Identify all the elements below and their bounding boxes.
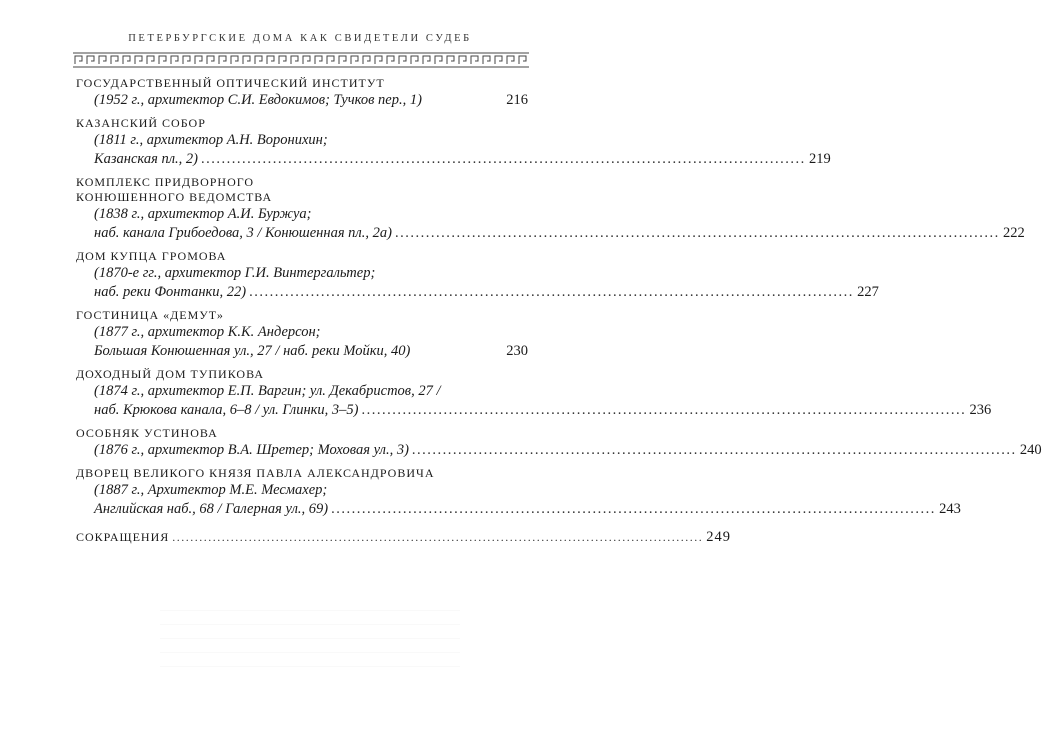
entry-details: Казанская пл., 2) — [94, 151, 198, 167]
entry-line — [76, 401, 992, 420]
dot-leader: ...................................................................................................................... — [411, 442, 1017, 458]
entry-line — [76, 500, 961, 519]
entry-line — [76, 283, 879, 302]
page-number: 227 — [857, 284, 879, 300]
table-of-contents — [76, 76, 1042, 545]
dot-leader: ...................................................................................................................... — [249, 284, 854, 300]
entry-details: (1887 г., Архитектор М.Е. Месмахер; — [94, 482, 328, 498]
toc-entry-abbreviations — [76, 529, 731, 545]
entry-details: наб. канала Грибоедова, 3 / Конюшенная пл., 2а) — [94, 225, 392, 241]
entry-details: (1838 г., архитектор А.И. Буржуа; — [94, 206, 312, 222]
entry-details: (1877 г., архитектор К.К. Андерсон; — [94, 324, 321, 340]
entry-details: (1876 г., архитектор В.А. Шретер; Моховая ул., 3) — [94, 442, 409, 458]
entry-details: Английская наб., 68 / Галерная ул., 69) — [94, 501, 329, 517]
entry-line — [76, 91, 528, 110]
entry-title: КОМПЛЕКС ПРИДВОРНОГО — [76, 175, 255, 189]
page-number: 249 — [706, 529, 731, 545]
page-number: 236 — [969, 402, 992, 418]
running-head: ПЕТЕРБУРГСКИЕ ДОМА КАК СВИДЕТЕЛИ СУДЕБ — [128, 33, 472, 44]
entry-title: ОСОБНЯК УСТИНОВА — [76, 426, 218, 440]
meander-ornament — [73, 52, 529, 68]
entry-details: Большая Конюшенная ул., 27 / наб. реки Мойки, 40) — [94, 343, 411, 359]
entry-details: наб. Крюкова канала, 6–8 / ул. Глинки, 3–5) — [94, 402, 359, 418]
entry-details: наб. реки Фонтанки, 22) — [94, 284, 247, 300]
toc-entry — [76, 426, 1042, 460]
entry-title: ГОСТИНИЦА «ДЕМУТ» — [76, 308, 224, 322]
dot-leader: ...................................................................................................................... — [394, 225, 1000, 241]
entry-details: (1952 г., архитектор С.И. Евдокимов; Тучков пер., 1) — [94, 92, 422, 108]
toc-entry — [76, 367, 992, 420]
toc-entry — [76, 175, 1025, 243]
entry-details: (1811 г., архитектор А.Н. Воронихин; — [94, 132, 328, 148]
page-number: 222 — [1002, 225, 1025, 241]
entry-title: ДВОРЕЦ ВЕЛИКОГО КНЯЗЯ ПАВЛА АЛЕКСАНДРОВИЧА — [76, 466, 435, 480]
page-number: 230 — [506, 343, 528, 359]
entry-line — [76, 342, 528, 361]
dot-leader: ...................................................................................................................... — [361, 402, 967, 418]
entry-title: КАЗАНСКИЙ СОБОР — [76, 116, 206, 130]
entry-title: КОНЮШЕННОГО ВЕДОМСТВА — [76, 190, 273, 204]
toc-entry — [76, 116, 831, 169]
toc-entry — [76, 308, 528, 361]
toc-entry — [76, 249, 879, 302]
toc-entry — [76, 76, 528, 110]
show-through-text — [160, 610, 460, 670]
entry-line — [76, 441, 1042, 460]
entry-title: ДОХОДНЫЙ ДОМ ТУПИКОВА — [76, 367, 264, 381]
entry-details: (1870-е гг., архитектор Г.И. Винтергальтер; — [94, 265, 376, 281]
page-number: 216 — [506, 92, 528, 108]
page-number: 243 — [939, 501, 961, 517]
entry-title: ГОСУДАРСТВЕННЫЙ ОПТИЧЕСКИЙ ИНСТИТУТ — [76, 76, 385, 90]
dot-leader: ...................................................................................................................... — [172, 530, 704, 544]
entry-line — [76, 224, 1025, 243]
dot-leader: ...................................................................................................................... — [200, 151, 806, 167]
page-number: 219 — [808, 151, 831, 167]
entry-details: (1874 г., архитектор Е.П. Варгин; ул. Декабристов, 27 / — [94, 383, 441, 399]
entry-title: СОКРАЩЕНИЯ — [76, 530, 170, 544]
toc-entry — [76, 466, 961, 519]
dot-leader: ...................................................................................................................... — [331, 501, 936, 517]
page-number: 240 — [1019, 442, 1042, 458]
entry-title: ДОМ КУПЦА ГРОМОВА — [76, 249, 227, 263]
entry-line — [76, 150, 831, 169]
